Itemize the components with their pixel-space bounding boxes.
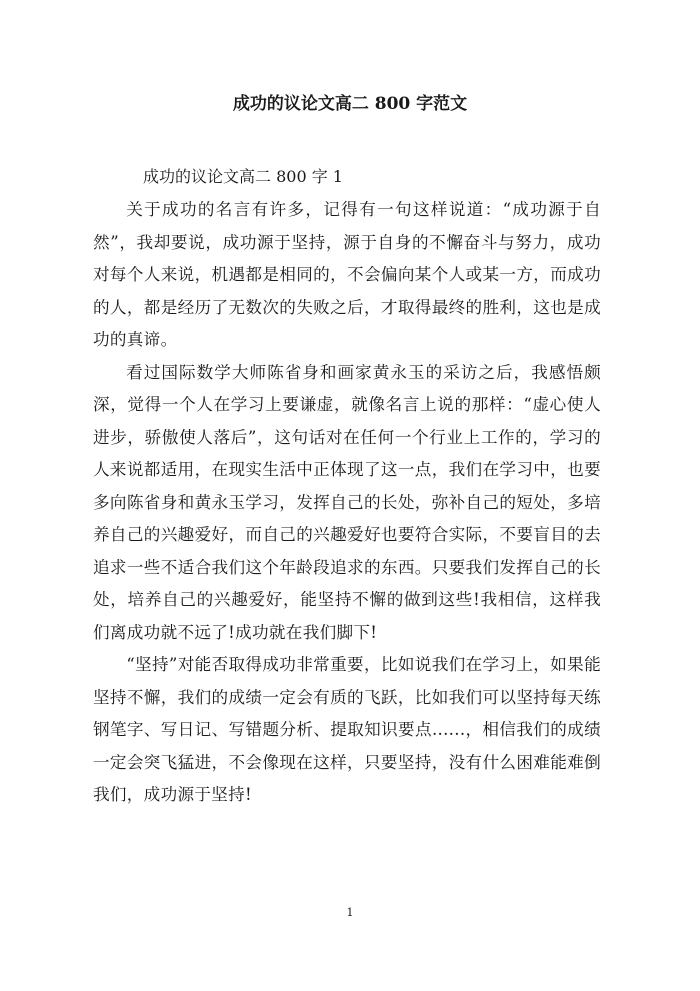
section-heading: 成功的议论文高二 800 字 1 xyxy=(143,167,343,186)
document-title: 成功的议论文高二 800 字范文 xyxy=(232,94,468,114)
body-paragraph: 关于成功的名言有许多，记得有一句这样说道：“成功源于自然”，我却要说，成功源于坚持，源于自身的不懈奋斗与努力，成功对每个人来说，机遇都是相同的，不会偏向某个人或某一方，而成功的人，都是经历了无数次的失败之后，才取得最终的胜利，这也是成功的真谛。 xyxy=(93,200,601,349)
body-paragraph: “坚持”对能否取得成功非常重要，比如说我们在学习上，如果能坚持不懈，我们的成绩一定会有质的飞跃，比如我们可以坚持每天练钢笔字、写日记、写错题分析、提取知识要点......，相信我们的成绩一定会突飞猛进，不会像现在这样，只要坚持，没有什么困难能难倒我们，成功源于坚持! xyxy=(93,655,601,804)
document-body xyxy=(93,194,601,812)
body-paragraph: 看过国际数学大师陈省身和画家黄永玉的采访之后，我感悟颇深，觉得一个人在学习上要谦虚，就像名言上说的那样：“虚心使人进步，骄傲使人落后”，这句话对在任何一个行业上工作的，学习的人来说都适用，在现实生活中正体现了这一点，我们在学习中，也要多向陈省身和黄永玉学习，发挥自己的长处，弥补自己的短处，多培养自己的兴趣爱好，而自己的兴趣爱好也要符合实际，不要盲目的去追求一些不适合我们这个年龄段追求的东西。只要我们发挥自己的长处，培养自己的兴趣爱好，能坚持不懈的做到这些!我相信，这样我们离成功就不远了!成功就在我们脚下! xyxy=(93,362,601,642)
page-number: 1 xyxy=(346,906,354,919)
